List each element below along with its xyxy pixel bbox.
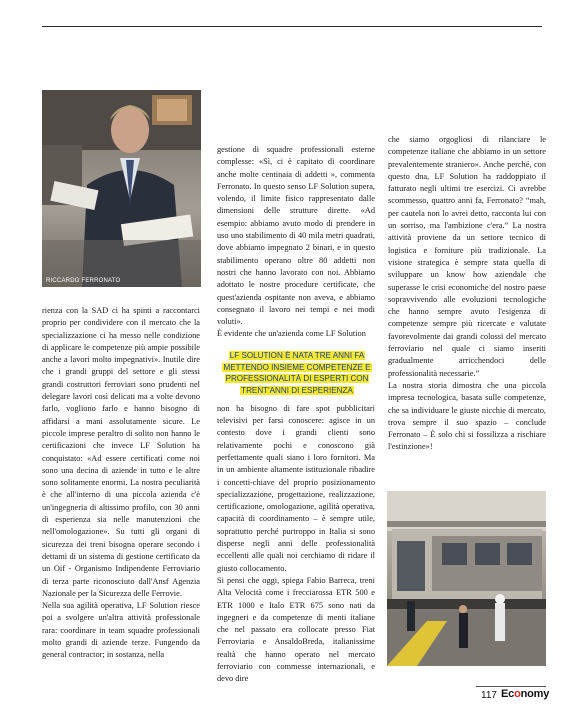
paragraph: La nostra storia dimostra che una piccola impresa tecnologica, basata sulle competenze, che sa individuare le giuste nicchie di mercato, trova sempre il suo spazio – conclude Ferronato – È solo chi si fossilizza a rischiare l'estinzione»! xyxy=(388,380,546,452)
paragraph: È evidente che un'azienda come LF Solution xyxy=(217,329,366,339)
brand-part: nomy xyxy=(520,688,550,700)
pull-quote xyxy=(221,350,373,396)
portrait-photo xyxy=(42,90,201,287)
article-column-1 xyxy=(42,305,200,662)
train-workshop-photo xyxy=(387,491,546,666)
paragraph: Si pensi che oggi, spiega Fabio Barreca, treni Alta Velocità come i frecciarossa ETR 500 e ETR 1000 e Italo ETR 675 sono nati da ingegneri e da competenze di menti italiane che nel passato era collocate presso Fiat Ferroviaria e AnsaldoBreda, italianissime realtà che hanno operato nel mercato ferroviario con commesse internazionali, e devo dire xyxy=(217,575,375,684)
magazine-brand xyxy=(501,688,549,700)
pull-quote-text: LF SOLUTION È NATA TRE ANNI FA METTENDO INSIEME COMPETENZE E PROFESSIONALITÀ DI ESPERTI CON TRENT'ANNI DI ESPERIENZA xyxy=(223,351,371,395)
brand-o: o xyxy=(514,688,521,700)
paragraph: gestione di squadre professionali esterne complesse: «Sì, ci è capitato di coordinare anche molte centinaia di addetti », commenta Ferronato. In questo senso LF Solution supera, volendo, il limite fisico rappresentato dalle dimensioni delle strutture dirette. «Ad esempio: abbiamo avuto modo di prendere in uso uno stabilimento di 40 mila metri quadrati, dove abbiamo impegnato 2 binari, e in questo stabilimento operano oltre 80 addetti non nostri che hanno lavorato con noi. Abbiamo adottato le nostre procedure certificate, che quest'azienda ospitante non aveva, e abbiamo consegnato il lavoro nei tempi e nei modi voluti». xyxy=(217,145,375,327)
article-column-3 xyxy=(388,134,546,454)
paragraph: che siamo orgogliosi di rilanciare le competenze italiane che abbiamo in un settore prevalentemente straniero». Anche perché, con questo dna, LF Solution ha raddoppiato il fatturato negli ultimi tre esercizi. Ci avrebbe scommesso, quattro anni fa, Ferronato? “mah, per cautela non lo avrei detto, racconta lui con un sorriso, ma l'ambizione c'era.” La nostra attività proviene da un settore tecnico di logistica e forniture più tradizionale. La visione strategica è sempre stata quella di sviluppare un know how aziendale che superasse le crisi economiche del nostro paese sopravvivendo alle evoluzioni tecnologiche che hanno sempre avuto l'esigenza di competenze sempre più ricercate e valutate favorevolmente dai grandi colossi del mercato ferroviario nel quale ci siamo inseriti gradualmente arricchendoci delle professionalità necessarie.” xyxy=(388,135,546,378)
footer-rule xyxy=(476,686,546,687)
paragraph: rienza con la SAD ci ha spinti a raccontarci proprio per condividere con il mercato che la specializzazione ci ha messo nelle condizione di applicare le competenze più ampie possibile anche a lavori molto impegnativi». Inutile dire che i grandi gruppi del settore e gli stessi grandi costruttori ferroviari sono prudenti nel delegare lavori così delicati ma a volte devono farlo, vogliono farlo e hanno bisogno di affidarsi a mani assolutamente sicure. Le piccole imprese peraltro di solito non hanno le certificazioni che invece LF Solution ha conquistato: «Ad essere certificati come noi sono una decina di aziende in tutto e le altre sono solitamente enormi. La nostra peculiarità è che all'interno di una piccola azienda c'è un'ingegneria di altissimo profilo, con 30 anni di esperienza sia nelle manutenzioni che nell'omologazione». Su tutti gli organi di sicurezza dei treni bisogna operare secondo i dettami di un sistema di gestione certificato da un Oif - Organismo Indipendente Ferroviario di terza parte riconosciuto dall'Ansf Agenzia Nazionale per la Sicurezza delle Ferrovie. xyxy=(42,306,200,598)
article-column-2 xyxy=(217,144,375,686)
paragraph: Nella sua agilità operativa, LF Solution riesce poi a svolgere un'altra attività professionale rara: coordinare in team squadre professionali molto grandi di aziende terze. Fungendo da general contractor; in sostanza, nella xyxy=(42,601,200,660)
top-rule xyxy=(42,26,542,27)
page-number: 117 xyxy=(481,690,497,701)
workshop-illustration xyxy=(387,491,546,666)
paragraph: non ha bisogno di fare spot pubblicitari televisivi per farsi conoscere: agisce in un contesto dove i grandi clienti sono relativamente pochi e conoscono già perfettamente quali siano i loro fornitori. Ma in un ambiente altamente istituzionale ribadire i concetti-chiave del proprio posizionamento specializzazione, progettazione, realizzazione, certificazione, omologazione, agilità operativa, capacità di coordinamento – è sempre utile, soprattutto perché purtroppo in Italia si sono disperse negli anni delle professionalità eccellenti alle quali noi cerchiamo di ridare il giusto collocamento. xyxy=(217,403,375,573)
brand-part: Ec xyxy=(501,688,515,700)
portrait-illustration xyxy=(42,90,201,287)
photo-caption: RICCARDO FERRONATO xyxy=(46,278,121,284)
